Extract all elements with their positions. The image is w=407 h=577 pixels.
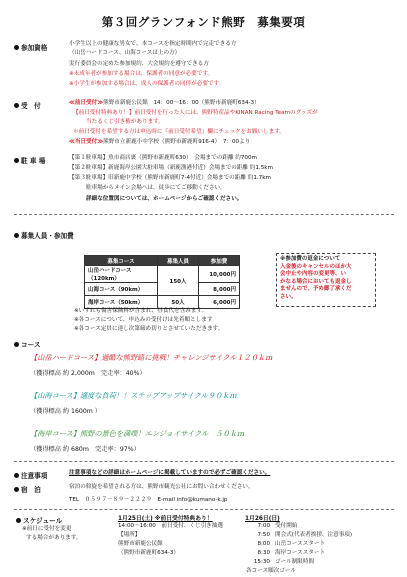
refund-notice-box xyxy=(276,253,376,307)
fee-header-fee: 参加費 xyxy=(199,256,240,266)
course-title-mountain: 【山岳ハードコース】過酷な熊野路に挑戦！チャレンジサイクル１２０ｋｍ xyxy=(30,353,273,362)
refund-notice-line: ませんので、予め御了承くだ xyxy=(280,286,352,293)
parking-line-2: 【第２駐車場】新鹿海岸公園大駐車場（新鹿漁港付近）会場までの距離 約1.5km xyxy=(69,165,273,171)
page-title: 第３回グランフォンド熊野 募集要項 xyxy=(101,15,306,29)
fee-note-2: ※各コースについて、申込みの受付けは先着順とします xyxy=(74,317,213,323)
fee-table xyxy=(84,255,240,309)
day1-title: 1月25日(土) ※前日受付特典あり！ xyxy=(118,516,213,522)
parking-heading: 駐 車 場 xyxy=(14,155,45,165)
day2-time: 8:30 xyxy=(257,550,270,556)
eligibility-line-3: 実行委員会の定めた参加規約、大会規約を遵守できる方 xyxy=(69,61,209,67)
day2-time: 7:50 xyxy=(257,532,270,538)
fee-header-capacity: 募集人員 xyxy=(158,256,199,266)
pre-reception-note-2: 当たるくじ引き権があります。 xyxy=(86,119,164,125)
eligibility-line-1: 小学生以上の健康な男女で、本コースを指定時間内で完走できる方 xyxy=(69,41,237,47)
day1-line-1: 14:00～16:00 前日受付、くじ引き抽選 xyxy=(118,523,223,529)
course-sub-mountain: （獲得標高 約 2,000m 完走率：40%） xyxy=(30,370,146,377)
table-row xyxy=(85,266,240,283)
day2-event: 受付開始 xyxy=(275,523,298,529)
fee-amount: 10,000円 xyxy=(199,266,240,283)
course-sub-coast: （獲得標高 約 680m 完走率：97%） xyxy=(30,446,140,453)
day-reception-text: 熊野市立新鹿小中学校（熊野市新鹿町916-4） 7：00より xyxy=(103,139,251,145)
refund-notice-title: ※参加費の返金について xyxy=(280,256,341,262)
course-title-coast: 【海岸コース】熊野の景色を満喫！エンジョイサイクル ５０ｋｍ xyxy=(30,429,245,438)
day2-event: 開会式(代表者挨拶、注意事項) xyxy=(275,532,353,538)
day2-item xyxy=(253,558,314,566)
day1-line-4: （熊野市新鹿町634-3） xyxy=(118,550,180,556)
day2-time: 7:00 xyxy=(257,523,270,529)
fee-note-1: ※いずれも傷害保険料が含まれ、昼食代を含みます。 xyxy=(74,308,208,314)
day2-item xyxy=(253,531,352,539)
fee-capacity: 50人 xyxy=(158,296,199,309)
schedule-note-2: する場合があります。 xyxy=(26,535,82,541)
day1-line-3: 熊野市新鹿公民館 xyxy=(118,541,163,547)
eligibility-line-5: ※小学生が参加する場合は、成人の保護者の同伴が必要です。 xyxy=(69,81,225,87)
divider xyxy=(14,509,394,510)
pre-reception-label: ≪前日受付≫ xyxy=(69,100,104,106)
day2-title: 1月26日(日) xyxy=(245,516,280,522)
pre-reception-text: 熊野市新鹿公民館 14：00～16：00（熊野市新鹿町634-3） xyxy=(103,100,260,106)
fee-capacity: 150人 xyxy=(158,266,199,296)
pre-reception-note-3: ＊前日受付を希望する方は申込時に『前日受付希望』欄にチェックをお願いします。 xyxy=(73,129,285,135)
day2-event: 山岳コーススタート xyxy=(275,541,326,547)
schedule-heading: スケジュール xyxy=(16,515,62,525)
refund-notice-line: さい。 xyxy=(280,293,297,300)
fee-header-course: 募集コース xyxy=(85,256,158,266)
parking-notice: 詳細な位置図については、ホームページからご確認ください。 xyxy=(86,196,243,202)
parking-line-1: 【第１駐車場】魚市商店裏（熊野市新鹿町630） 会場までの距離 約700m xyxy=(69,155,258,161)
divider xyxy=(14,461,394,462)
day2-time: 15:30 xyxy=(253,559,270,565)
fee-course-name: 山岳ハードコース（120km） xyxy=(85,266,158,283)
fee-note-3: ※各コース定員に達し次第締め切りとさせていただきます。 xyxy=(74,326,224,332)
day-reception-label: ≪当日受付≫ xyxy=(69,139,104,145)
refund-notice-line: 会中止や内容の変更等、い xyxy=(280,271,347,278)
parking-line-4: 駐車場からメイン会場へは、徒歩にてご移動ください。 xyxy=(86,185,226,191)
day2-footer: 各コース順次ゴール xyxy=(246,568,296,574)
notes-text: 注意事項などの詳細はホームページに掲載していますので必ずご確認ください。 xyxy=(69,470,271,476)
pre-reception-note-1: 【前日受付特典あり！】前日受付を行った人には、熊野特産品やKINAN Racing Teamのグッズが xyxy=(73,110,318,116)
day2-event: ゴール制限時間 xyxy=(275,559,315,565)
courses-heading: コース xyxy=(14,339,40,349)
notes-heading: 注意事項 xyxy=(14,470,47,480)
pre-reception xyxy=(69,99,260,107)
course-sub-mountain-sea: （獲得標高 約 1600m ） xyxy=(30,408,101,415)
refund-notice-line: かなる場合においても返金し xyxy=(280,278,352,285)
fee-amount: 6,000円 xyxy=(199,296,240,309)
eligibility-heading: 参加資格 xyxy=(14,42,47,52)
reception-heading: 受 付 xyxy=(14,100,41,110)
refund-notice-line: 入金後のキャンセルのほか大 xyxy=(280,263,352,270)
fees-heading: 募集人員・参加費 xyxy=(14,230,74,240)
day2-time: 8:00 xyxy=(257,541,270,547)
course-title-mountain-sea: 【山海コース】適度な負荷！！ステップアップサイクル９０ｋｍ xyxy=(30,391,237,400)
day2-item xyxy=(253,522,297,530)
day2-item xyxy=(253,540,325,548)
parking-line-3: 【第３駐車場】旧新鹿中学校（熊野市新鹿町7-4付近）会場までの距離 約1.7km xyxy=(69,175,271,181)
eligibility-line-2: （山岳ハードコース、山海コースは上の方） xyxy=(69,50,181,56)
lodging-line-1: 宿泊の斡旋を希望される方は、熊野市観光公社にお問い合わせください。 xyxy=(69,484,254,490)
lodging-contact: TEL ０５９７－８９－２２２９ E-mail info@kumano-k.jp xyxy=(69,497,228,503)
lodging-heading: 宿 泊 xyxy=(14,484,41,494)
fee-course-name: 山海コース（90km） xyxy=(85,283,158,296)
fee-amount: 8,000円 xyxy=(199,283,240,296)
day2-item xyxy=(253,549,325,557)
fee-course-name: 海岸コース（50km） xyxy=(85,296,158,309)
divider xyxy=(14,214,394,215)
day-reception xyxy=(69,138,250,146)
day2-event: 海岸コーススタート xyxy=(275,550,326,556)
day1-line-2: 【場所】 xyxy=(118,532,141,538)
schedule-note-1: ※前日に受付を変更 xyxy=(22,526,72,532)
eligibility-line-4: ※未成年者が参加する場合は、保護者の同意が必要です。 xyxy=(69,71,214,77)
